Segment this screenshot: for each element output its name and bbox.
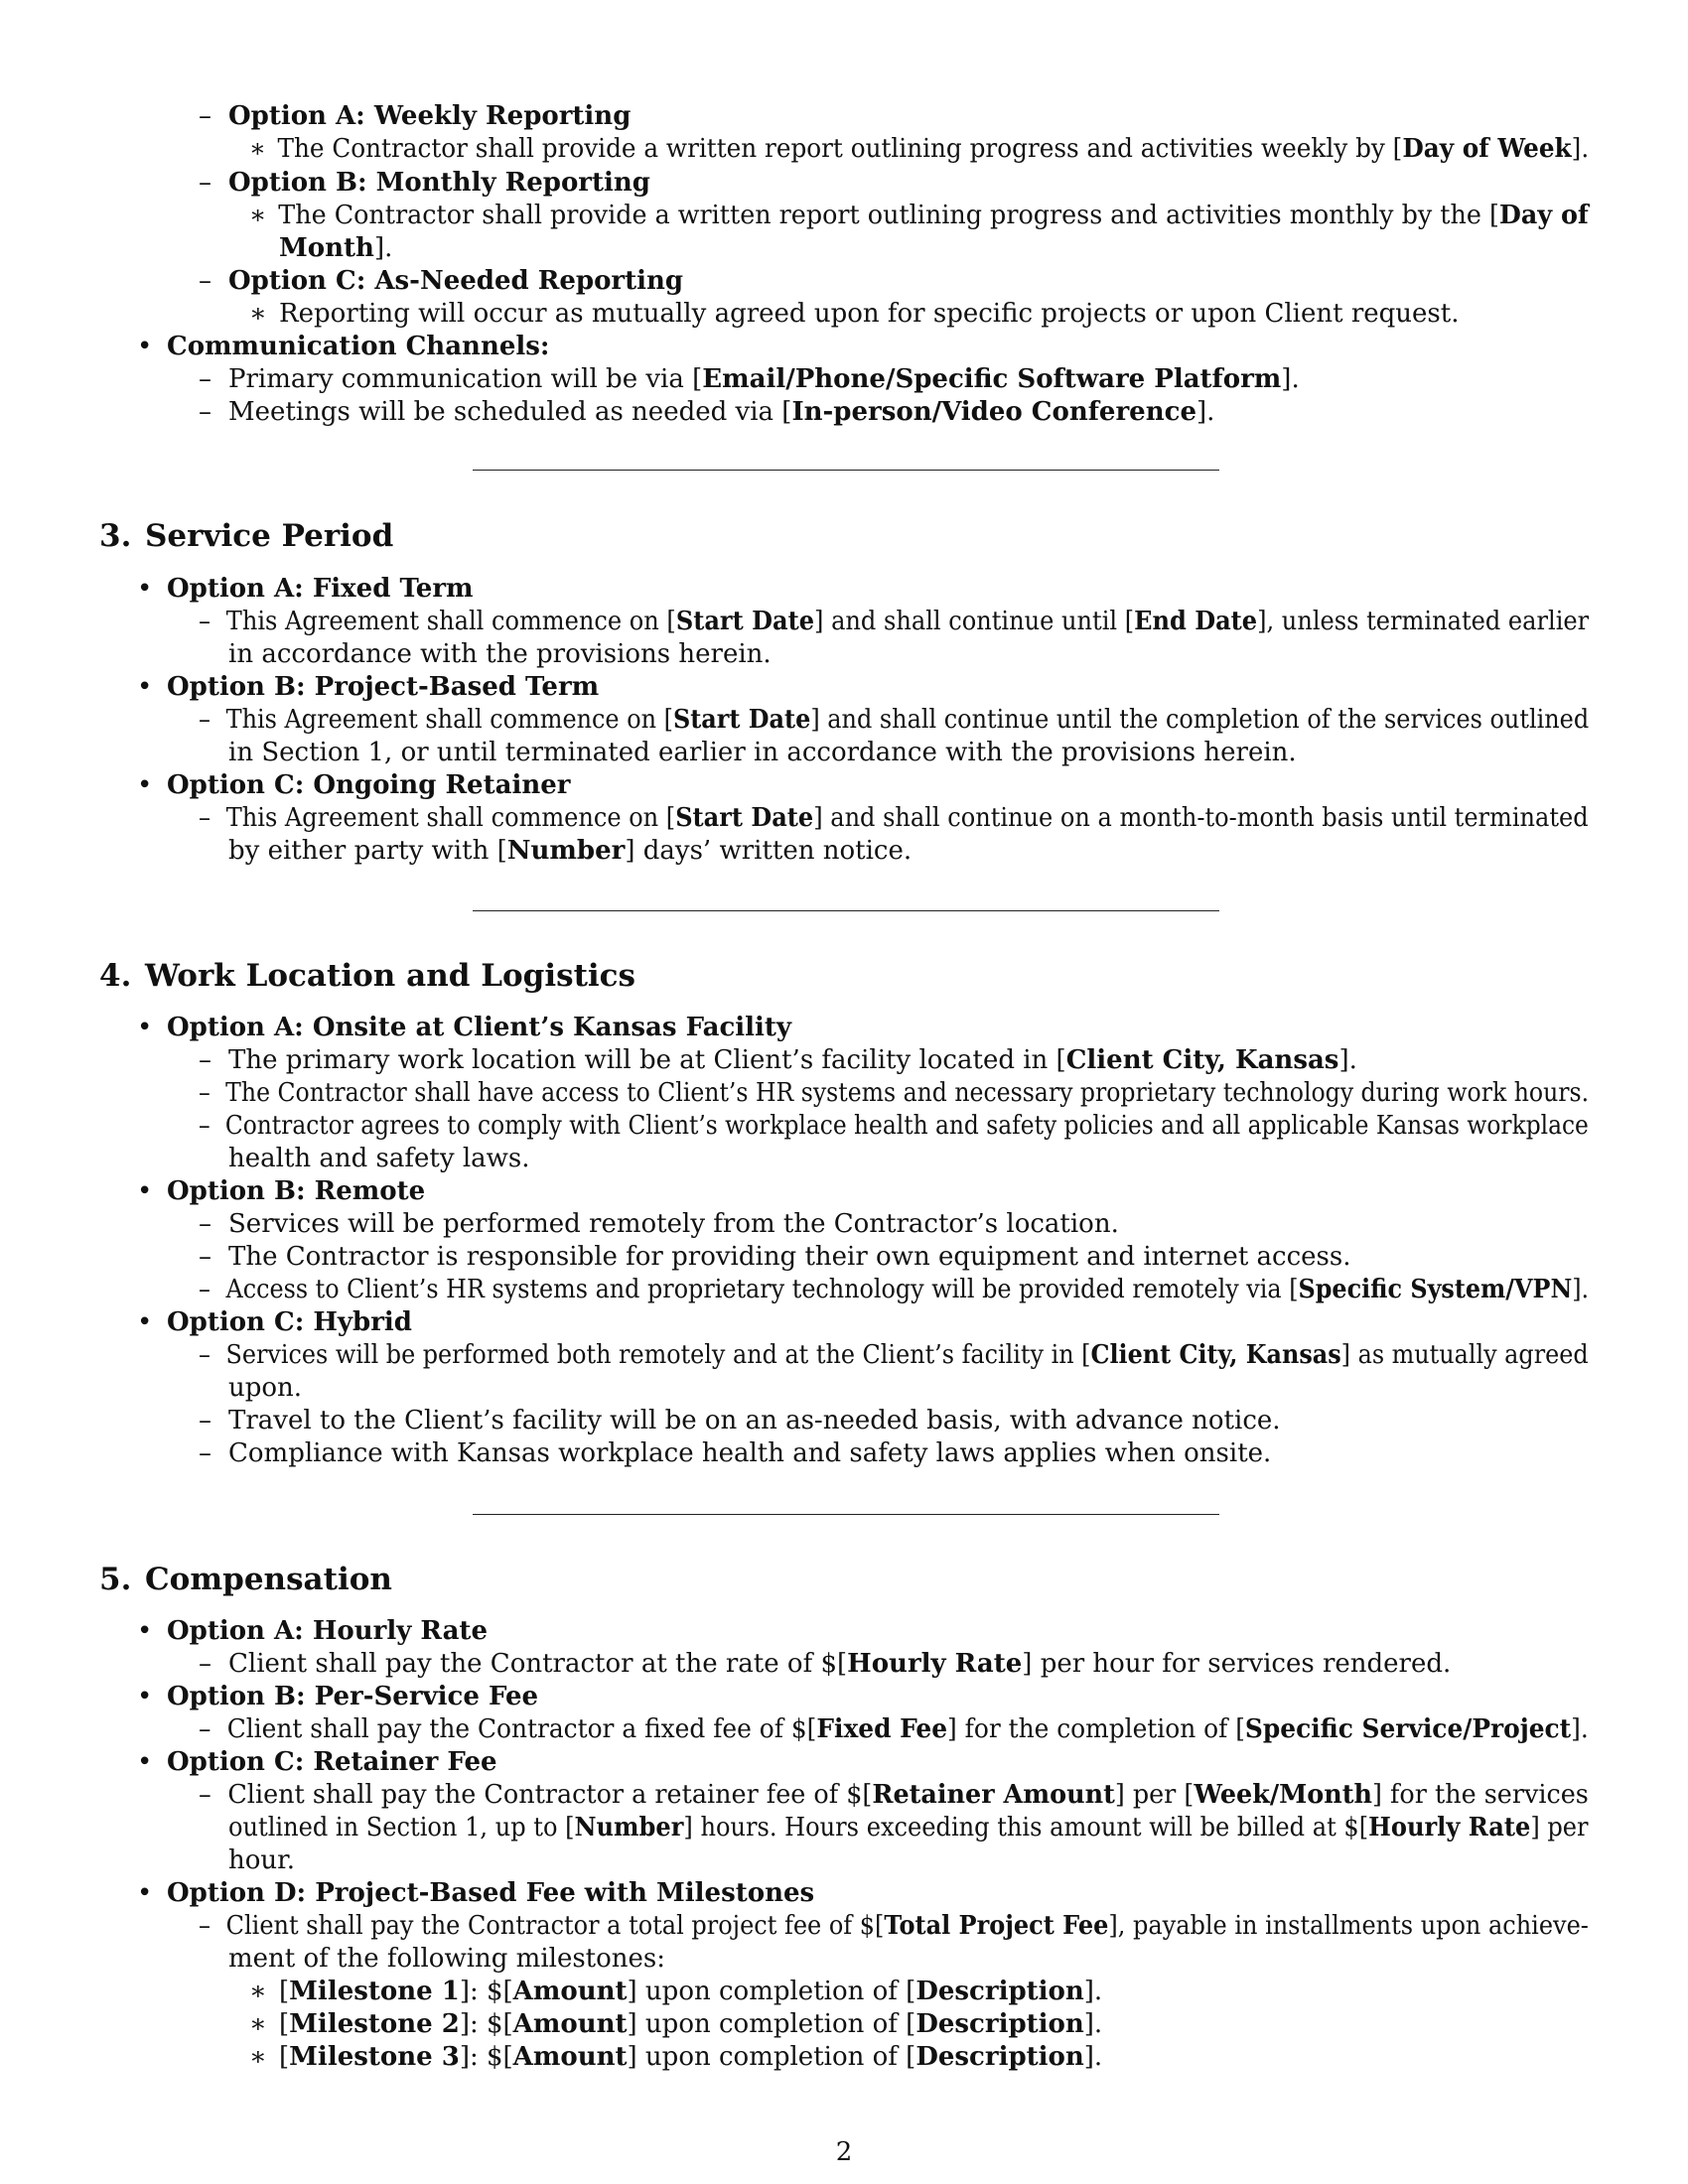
option-a-weekly-heading: – Option A: Weekly Reporting [199,101,632,131]
s5-option-b-text: – Client shall pay the Contractor a fixed fee of $[Fixed Fee] for the completion of [Specific Service/Project]. [199,1714,1589,1744]
option-b-monthly-text: ∗ The Contractor shall provide a written report outlining progress and activities monthly by the [Day of [249,201,1589,230]
s3-option-a-text-cont: in accordance with the provisions herein. [228,639,772,669]
s4-option-c-hybrid-cont: upon. [228,1373,303,1403]
s4-option-a-location: – The primary work location will be at Client’s facility located in [Client City, Kansas]. [199,1045,1357,1075]
s5-option-c-text: – Client shall pay the Contractor a retainer fee of $[Retainer Amount] per [Week/Month] for the services [199,1780,1589,1810]
option-a-weekly-text: ∗ The Contractor shall provide a written report outlining progress and activities weekly by [Day of Week]. [249,134,1590,164]
section-divider [473,1514,1219,1515]
section-divider [473,470,1219,471]
s5-option-c-heading: • Option C: Retainer Fee [137,1747,497,1777]
s4-option-b-access: – Access to Client’s HR systems and proprietary technology will be provided remotely via [Specific System/VPN]. [199,1275,1590,1304]
s4-option-c-hybrid: – Services will be performed both remotely and at the Client’s facility in [Client City, Kansas] as mutually agreed [199,1340,1589,1370]
milestone-3: ∗ [Milestone 3]: $[Amount] upon completion of [Description]. [249,2042,1103,2072]
option-b-monthly-text-cont: Month]. [279,233,393,263]
communication-meetings: – Meetings will be scheduled as needed via [In-person/Video Conference]. [199,397,1215,427]
section-3-heading: 3. Service Period [99,518,394,554]
s4-option-a-compliance-cont: health and safety laws. [228,1144,530,1173]
s3-option-c-text: – This Agreement shall commence on [Start Date] and shall continue on a month-to-month basis until terminated [199,803,1589,833]
s3-option-a-text: – This Agreement shall commence on [Start Date] and shall continue until [End Date], unless terminated earlier [199,607,1590,636]
communication-channels-heading: • Communication Channels: [137,332,550,361]
s3-option-b-text: – This Agreement shall commence on [Start Date] and shall continue until the completion of the services outlined [199,705,1590,735]
s3-option-b-heading: • Option B: Project-Based Term [137,672,600,702]
s5-option-d-text: – Client shall pay the Contractor a total project fee of $[Total Project Fee], payable in installments upon achieve- [199,1911,1589,1941]
s5-option-c-text-cont: outlined in Section 1, up to [Number] hours. Hours exceeding this amount will be billed at $[Hourly Rate] per [228,1813,1589,1843]
s5-option-d-text-cont: ment of the following milestones: [228,1944,666,1974]
s4-option-c-compliance: – Compliance with Kansas workplace health and safety laws applies when onsite. [199,1438,1272,1468]
option-c-asneeded-heading: – Option C: As-Needed Reporting [199,266,684,296]
section-divider [473,910,1219,911]
s3-option-c-text-cont: by either party with [Number] days’ written notice. [228,836,913,866]
s5-option-c-text-cont2: hour. [228,1845,295,1875]
communication-primary: – Primary communication will be via [Email/Phone/Specific Software Platform]. [199,364,1300,394]
section-5-heading: 5. Compensation [99,1562,392,1597]
s4-option-b-remote: – Services will be performed remotely from the Contractor’s location. [199,1209,1119,1239]
s3-option-b-text-cont: in Section 1, or until terminated earlier in accordance with the provisions herein. [228,738,1297,767]
milestone-2: ∗ [Milestone 2]: $[Amount] upon completion of [Description]. [249,2009,1103,2039]
s4-option-a-access: – The Contractor shall have access to Client’s HR systems and necessary proprietary technology during work hours. [199,1078,1590,1108]
s4-option-c-travel: – Travel to the Client’s facility will be on an as-needed basis, with advance notice. [199,1406,1281,1435]
s3-option-c-heading: • Option C: Ongoing Retainer [137,770,571,800]
option-c-asneeded-text: ∗ Reporting will occur as mutually agreed upon for specific projects or upon Client request. [249,299,1460,329]
page-number: 2 [835,2137,853,2167]
s4-option-b-equipment: – The Contractor is responsible for providing their own equipment and internet access. [199,1242,1351,1272]
option-b-monthly-heading: – Option B: Monthly Reporting [199,168,650,198]
s5-option-b-heading: • Option B: Per-Service Fee [137,1682,539,1711]
milestone-1: ∗ [Milestone 1]: $[Amount] upon completion of [Description]. [249,1977,1103,2006]
section-4-heading: 4. Work Location and Logistics [99,958,636,994]
s5-option-a-heading: • Option A: Hourly Rate [137,1616,488,1646]
s5-option-a-text: – Client shall pay the Contractor at the rate of $[Hourly Rate] per hour for services rendered. [199,1649,1452,1679]
s4-option-a-compliance: – Contractor agrees to comply with Client’s workplace health and safety policies and all applicable Kansas workplace [199,1111,1589,1141]
s5-option-d-heading: • Option D: Project-Based Fee with Milestones [137,1878,815,1908]
s4-option-b-heading: • Option B: Remote [137,1176,426,1206]
s3-option-a-heading: • Option A: Fixed Term [137,574,474,604]
s4-option-c-heading: • Option C: Hybrid [137,1307,412,1337]
s4-option-a-heading: • Option A: Onsite at Client’s Kansas Facility [137,1013,792,1042]
